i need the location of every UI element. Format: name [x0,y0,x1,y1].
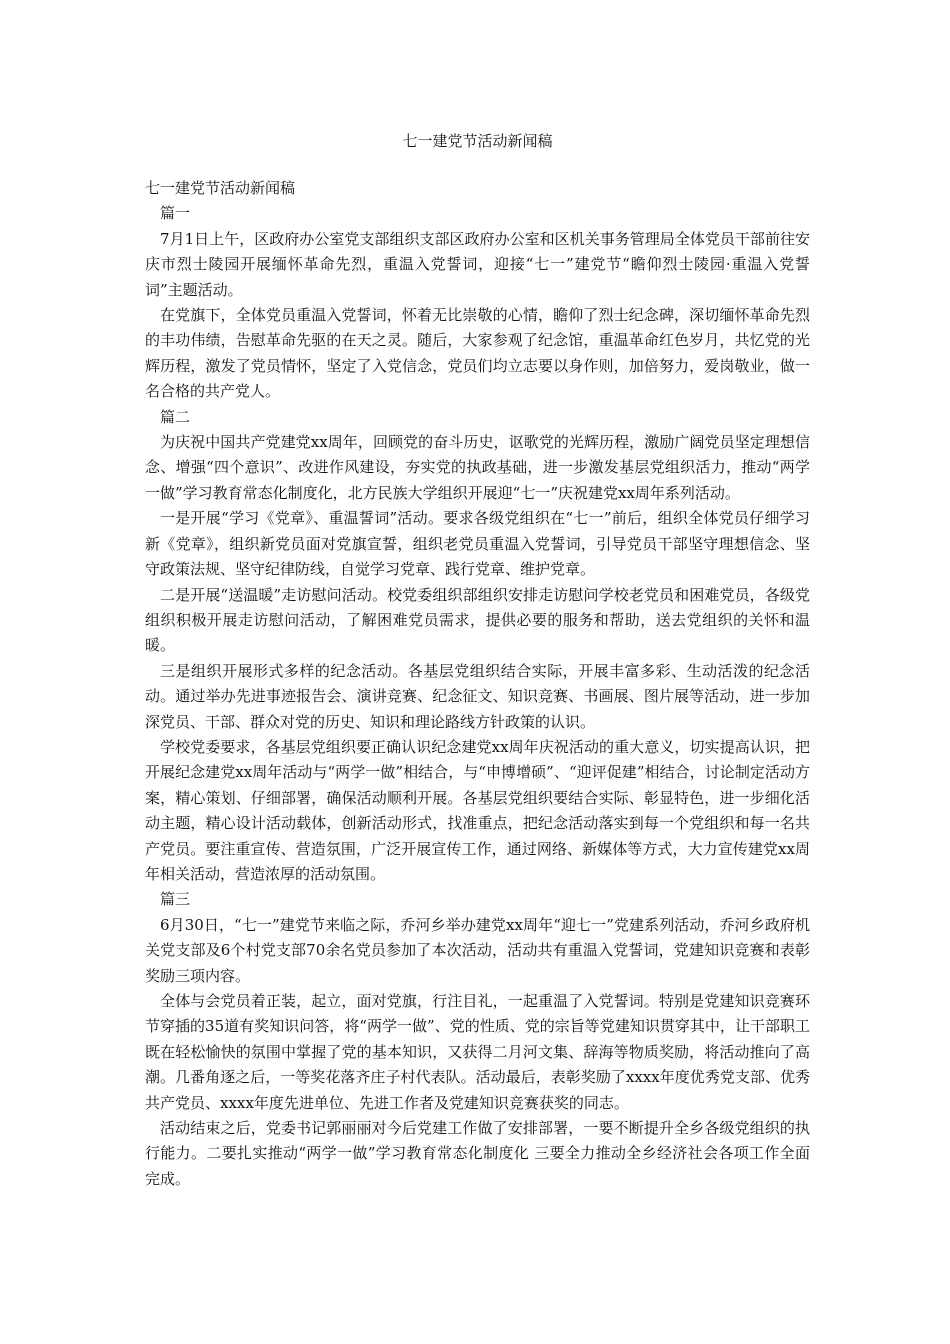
section-label-2: 篇二 [160,407,191,426]
document-subtitle: 七一建党节活动新闻稿 [145,179,296,197]
paragraph: 在党旗下，全体党员重温入党誓词，怀着无比崇敬的心情，瞻仰了烈士纪念碑，深切缅怀革命先烈的丰功伟绩，告慰革命先驱的在天之灵。随后，大家参观了纪念馆，重温革命红色岁月，共忆党的光辉历程，激发了党员情怀，坚定了入党信念，党员们均立志要以身作则，加倍努力，爱岗敬业，做一名合格的共产党人。 [145,306,810,401]
paragraph: 6月30日，“七一”建党节来临之际，乔河乡举办建党xx周年“迎七一”党建系列活动，乔河乡政府机关党支部及6个村党支部70余名党员参加了本次活动，活动共有重温入党誓词，党建知识竞赛和表彰奖励三项内容。 [145,915,810,985]
paragraph: 三是组织开展形式多样的纪念活动。各基层党组织结合实际，开展丰富多彩、生动活泼的纪念活动。通过举办先进事迹报告会、演讲竞赛、纪念征文、知识竞赛、书画展、图片展等活动，进一步加深党员、干部、群众对党的历史、知识和理论路线方针政策的认识。 [145,661,810,731]
document-title: 七一建党节活动新闻稿 [402,132,553,150]
section-label-3: 篇三 [160,890,191,909]
paragraph: 活动结束之后，党委书记郭丽丽对今后党建工作做了安排部署，一要不断提升全乡各级党组织的执行能力。二要扎实推动“两学一做”学习教育常态化制度化 三要全力推动全乡经济社会各项工作全面完成。 [145,1119,810,1188]
paragraph: 学校党委要求，各基层党组织要正确认识纪念建党xx周年庆祝活动的重大意义，切实提高认识，把开展纪念建党xx周年活动与“两学一做”相结合，与“申博增硕”、“迎评促建”相结合，讨论制定活动方案，精心策划、仔细部署，确保活动顺利开展。各基层党组织要结合实际、彰显特色，进一步细化活动主题，精心设计活动载体，创新活动形式，找准重点，把纪念活动落实到每一个党组织和每一名共产党员。要注重宣传、营造氛围，广泛开展宣传工作，通过网络、新媒体等方式，大力宣传建党xx周年相关活动，营造浓厚的活动氛围。 [145,737,810,883]
paragraph: 7月1日上午，区政府办公室党支部组织支部区政府办公室和区机关事务管理局全体党员干部前往安庆市烈士陵园开展缅怀革命先烈，重温入党誓词，迎接“七一”建党节“瞻仰烈士陵园·重温入党誓词”主题活动。 [145,229,810,299]
paragraph: 二是开展“送温暖”走访慰问活动。校党委组织部组织安排走访慰问学校老党员和困难党员，各级党组织积极开展走访慰问活动，了解困难党员需求，提供必要的服务和帮助，送去党组织的关怀和温暖。 [145,585,810,655]
section-label-1: 篇一 [160,204,191,223]
paragraph: 一是开展“学习《党章》、重温誓词”活动。要求各级党组织在“七一”前后，组织全体党员仔细学习新《党章》，组织新党员面对党旗宣誓，组织老党员重温入党誓词，引导党员干部坚守理想信念、坚守政策法规、坚守纪律防线，自觉学习党章、践行党章、维护党章。 [145,509,810,579]
paragraph: 为庆祝中国共产党建党xx周年，回顾党的奋斗历史，讴歌党的光辉历程，激励广阔党员坚定理想信念、增强“四个意识”、改进作风建设，夯实党的执政基础，进一步激发基层党组织活力，推动“两学一做”学习教育常态化制度化，北方民族大学组织开展迎“七一”庆祝建党xx周年系列活动。 [145,433,810,502]
document-body [145,176,810,1192]
paragraph: 全体与会党员着正装，起立，面对党旗，行注目礼，一起重温了入党誓词。特别是党建知识竞赛环节穿插的35道有奖知识问答，将“两学一做”、党的性质、党的宗旨等党建知识贯穿其中，让干部职工既在轻松愉快的氛围中掌握了党的基本知识，又获得二月河文集、辞海等物质奖励，将活动推向了高潮。几番角逐之后，一等奖花落齐庄子村代表队。活动最后，表彰奖励了xxxx年度优秀党支部、优秀共产党员、xxxx年度先进单位、先进工作者及党建知识竞赛获奖的同志。 [145,992,810,1112]
